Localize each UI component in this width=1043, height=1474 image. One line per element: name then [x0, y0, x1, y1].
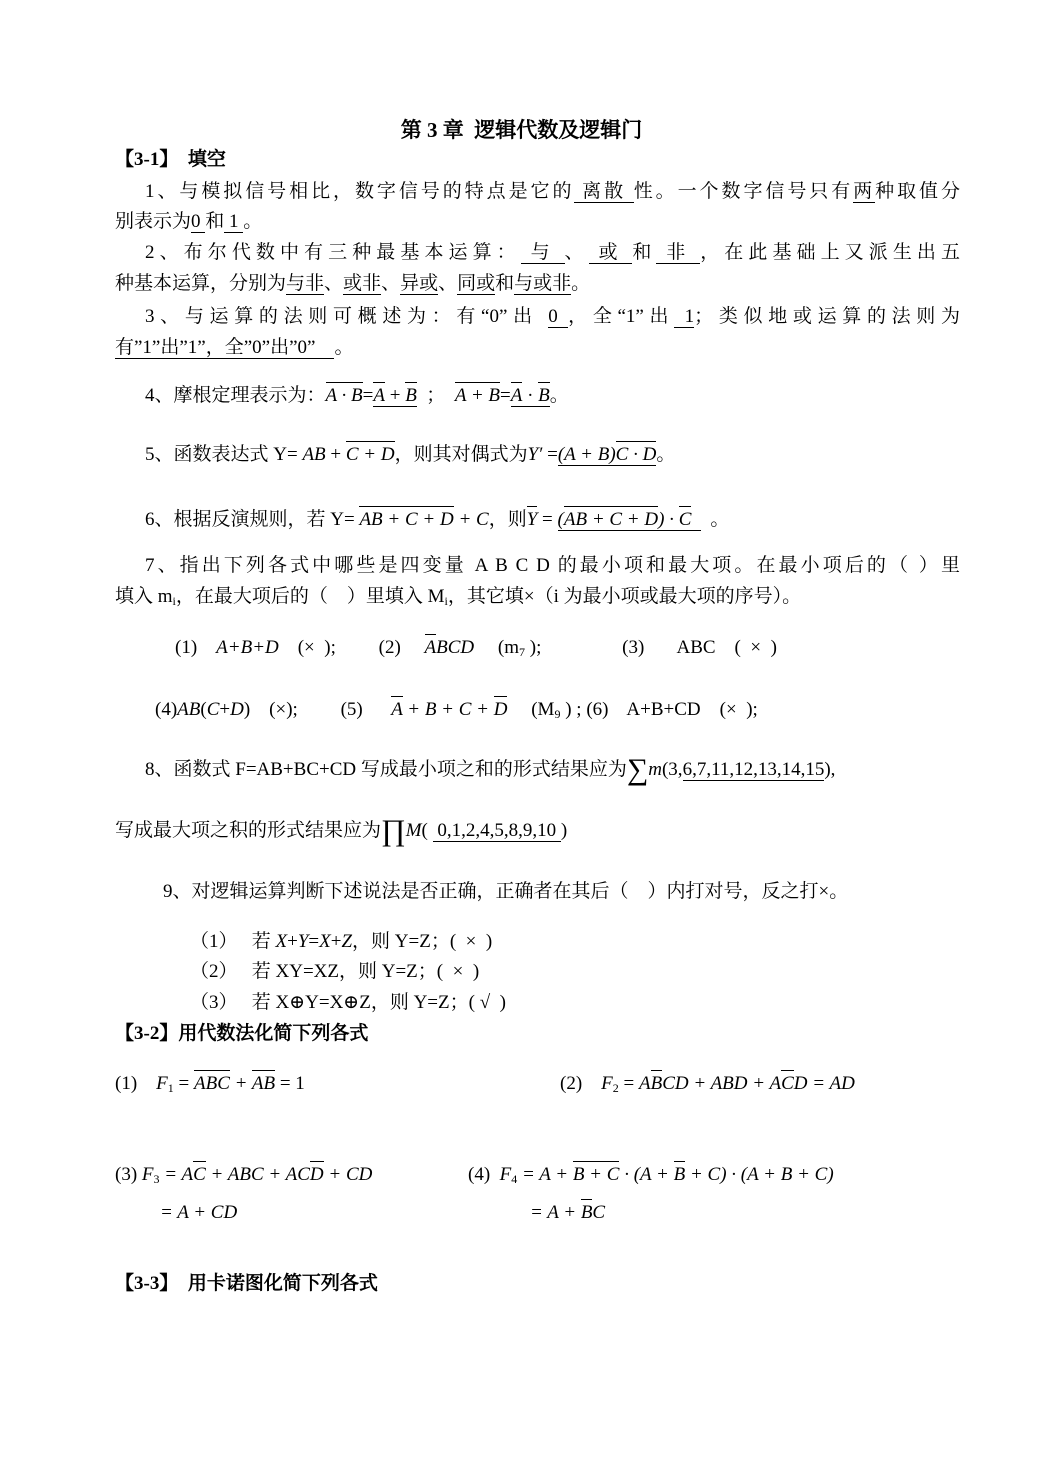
overlined-expression: B: [405, 382, 417, 406]
text-run: ，则: [488, 509, 527, 530]
text-run: 、: [564, 242, 589, 263]
text-run: 。: [700, 509, 730, 530]
math-run: AB: [302, 444, 326, 465]
answer-blank: 有”1”出”1”，全”0”出”0”: [115, 337, 335, 358]
answer-blank: [558, 444, 657, 466]
text-run: 5、函数表达式 Y=: [145, 444, 303, 465]
chapter-title: 第 3 章 逻辑代数及逻辑门: [400, 118, 643, 142]
overlined-expression: B: [263, 1070, 275, 1094]
answer-blank: 与或非: [514, 273, 572, 294]
math-run: + C + D: [587, 509, 659, 530]
text-run: 别表示为: [115, 211, 192, 232]
question-line: [175, 635, 777, 665]
question-line: [115, 814, 568, 847]
text-run: 、: [381, 273, 401, 294]
text-run: (M: [507, 699, 555, 720]
text-run: (: [421, 820, 433, 841]
math-run: X: [319, 931, 331, 952]
answer-blank: 非: [656, 242, 701, 263]
overlined-expression: B: [371, 506, 383, 530]
text-run: 3、与运算的法则可概述为：有“0”出: [145, 306, 549, 327]
text-run: (2): [560, 1073, 602, 1094]
math-run: A: [251, 1073, 264, 1094]
question-line: [190, 959, 479, 985]
math-run: ) ·: [658, 509, 679, 530]
math-run: · (A +: [619, 1164, 674, 1185]
overlined-expression: [326, 382, 363, 406]
text-run: [691, 509, 701, 530]
section-heading: [115, 1271, 378, 1297]
overlined-expression: [573, 1161, 620, 1185]
overlined-expression: B: [651, 1070, 663, 1094]
math-run: + B + C +: [402, 699, 494, 720]
overlined-expression: B: [575, 506, 587, 530]
overlined-expression: B: [674, 1161, 686, 1185]
section-heading: [115, 147, 226, 173]
math-run: 4: [511, 1172, 518, 1186]
text-run: ): [560, 820, 568, 841]
math-run: F: [156, 1073, 168, 1094]
text-run: 【3-1】 填空: [115, 149, 226, 170]
overlined-expression: A: [425, 634, 437, 658]
text-run: 。: [549, 385, 569, 406]
answer-blank: 与非: [286, 273, 325, 294]
text-run: (1): [175, 637, 217, 658]
text-run: =: [542, 444, 558, 465]
math-run: B +: [572, 1164, 607, 1185]
math-run: F: [499, 1164, 512, 1185]
text-run: 1、与模拟信号相比，数字信号的特点是它的: [145, 181, 575, 202]
text-run: 性。一个数字信号只有: [633, 181, 854, 202]
question-line: [163, 879, 848, 905]
answer-blank: 异或: [400, 273, 439, 294]
text-run: 和: [495, 273, 515, 294]
question-line: [115, 271, 590, 297]
text-run: ),: [824, 759, 836, 780]
text-run: =: [500, 385, 511, 406]
math-run: A: [638, 1073, 651, 1094]
text-run: ) ; (6) A+B+CD (× );: [560, 699, 758, 720]
answer-blank: 两: [853, 181, 876, 202]
math-run: Z: [341, 931, 353, 952]
math-run: + C) · (A + B + C): [685, 1164, 834, 1185]
math-run: 9: [554, 707, 561, 721]
text-run: =: [537, 509, 558, 530]
question-line: [190, 990, 506, 1016]
text-run: 9、对逻辑运算判断下述说法是否正确，正确者在其后（ ）内打对号，反之打×。: [163, 881, 849, 902]
math-run: + C + D: [382, 509, 454, 530]
overlined-expression: C: [679, 506, 692, 530]
math-run: C: [206, 699, 220, 720]
text-run: +: [219, 699, 231, 720]
question-line: [115, 1162, 372, 1192]
text-run: 。: [243, 211, 263, 232]
overlined-expression: [564, 506, 658, 530]
text-run: +: [287, 931, 298, 952]
text-run: (3): [115, 1164, 142, 1185]
math-run: (: [557, 509, 564, 530]
text-run: +: [330, 931, 342, 952]
question-line: [468, 1162, 834, 1192]
math-run: A: [563, 509, 576, 530]
text-run: ，其它填×（i 为最小项或最大项的序号）。: [447, 586, 802, 607]
text-run: 8、函数式 F=AB+BC+CD 写成最小项之和的形式结果应为: [145, 759, 627, 780]
text-run: (4): [155, 699, 178, 720]
math-run: 1: [167, 1081, 174, 1095]
answer-blank: [558, 509, 701, 531]
question-line: [530, 1200, 605, 1226]
math-run: Y: [297, 931, 309, 952]
overlined-expression: D: [494, 696, 508, 720]
question-line: [190, 929, 492, 955]
question-line: [115, 1071, 305, 1101]
question-line: [145, 507, 729, 533]
question-line: [115, 335, 353, 361]
math-run: ·: [522, 385, 539, 406]
text-run: ，在此基础上又派生出五: [700, 242, 960, 263]
text-run: 。: [656, 444, 676, 465]
text-run: (× ); (2): [278, 637, 425, 658]
overlined-expression: C: [607, 1161, 620, 1185]
math-run: i: [172, 594, 176, 608]
answer-blank: 或: [588, 242, 633, 263]
math-run: M: [405, 820, 422, 841]
math-run: ∏: [381, 814, 406, 847]
math-run: CD + ABD + A: [662, 1073, 782, 1094]
question-line: [115, 209, 262, 235]
overlined-expression: [194, 1070, 230, 1094]
text-run: 【3-2】用代数法化简下列各式: [115, 1023, 369, 1044]
text-run: ；类似地或运算的法则为: [694, 306, 960, 327]
math-run: + C: [453, 509, 489, 530]
answer-blank: 或非: [343, 273, 382, 294]
text-run: (4): [468, 1164, 500, 1185]
math-run: + CD: [323, 1164, 373, 1185]
answer-blank: 0,1,2,4,5,8,9,10: [432, 820, 561, 841]
math-run: A + B: [454, 385, 501, 406]
question-line: [145, 179, 960, 205]
math-run: +: [229, 1073, 252, 1094]
math-run: + ABC + AC: [205, 1164, 310, 1185]
math-run: = 1: [275, 1073, 305, 1094]
answer-blank: 0: [191, 211, 206, 232]
answer-blank: 1: [674, 306, 695, 327]
math-run: F: [141, 1164, 154, 1185]
overlined-expression: A: [373, 382, 385, 406]
answer-blank: [511, 385, 550, 407]
overlined-expression: A: [391, 696, 402, 720]
text-run: 种取值分: [875, 181, 960, 202]
math-run: = A +: [517, 1164, 573, 1185]
question-line: [145, 553, 960, 579]
text-run: ，则其对偶式为: [394, 444, 528, 465]
math-run: X: [275, 931, 288, 952]
question-line: [160, 1200, 237, 1226]
text-run: (: [200, 699, 207, 720]
overlined-expression: A: [511, 382, 523, 406]
text-run: 6、根据反演规则，若 Y=: [145, 509, 360, 530]
math-run: D: [230, 699, 244, 720]
overlined-expression: B: [538, 382, 550, 406]
text-run: 、: [438, 273, 458, 294]
question-line: [115, 584, 801, 614]
overlined-expression: [252, 1070, 275, 1094]
math-run: +: [384, 385, 406, 406]
text-run: （1） 若: [190, 931, 276, 952]
text-run: +: [325, 444, 346, 465]
math-run: i: [444, 594, 448, 608]
text-run: 4、摩根定理表示为：: [145, 385, 326, 406]
answer-blank: 同或: [457, 273, 496, 294]
text-run: 。: [571, 273, 591, 294]
math-run: = A + CD: [160, 1202, 238, 1223]
answer-blank: 与: [520, 242, 565, 263]
overlined-expression: [455, 382, 500, 406]
question-line: [145, 240, 960, 266]
math-run: BCD: [436, 637, 475, 658]
question-line: [155, 697, 758, 727]
overlined-expression: A: [194, 1070, 206, 1094]
text-run: =: [362, 385, 374, 406]
math-run: AB: [177, 699, 201, 720]
math-run: m: [648, 759, 662, 780]
overlined-expression: D: [310, 1161, 324, 1185]
math-run: D = AD: [793, 1073, 855, 1094]
text-run: 和: [205, 211, 225, 232]
text-run: 。: [334, 337, 354, 358]
answer-blank: 1: [224, 211, 244, 232]
overlined-expression: Y: [527, 506, 538, 530]
text-run: ；: [416, 385, 455, 406]
question-line: [560, 1071, 855, 1101]
math-run: = A +: [530, 1202, 581, 1223]
overlined-expression: B: [581, 1199, 593, 1223]
text-run: =: [618, 1073, 639, 1094]
question-line: [145, 753, 836, 786]
math-run: ∑: [626, 753, 649, 786]
overlined-expression: [359, 506, 382, 530]
math-run: 3: [153, 1172, 160, 1186]
text-run: 2、布尔代数中有三种最基本运算：: [145, 242, 521, 263]
text-run: 种基本运算，分别为: [115, 273, 287, 294]
overlined-expression: C · D: [616, 441, 657, 465]
math-run: 2: [612, 1081, 619, 1095]
text-run: 7、指出下列各式中哪些是四变量 A B C D 的最小项和最大项。在最小项后的（ ）里: [145, 555, 960, 576]
text-run: =: [173, 1073, 194, 1094]
math-run: A+B+D: [216, 637, 279, 658]
text-run: ，则 Y=Z；( × ): [352, 931, 493, 952]
text-run: （2） 若 XY=XZ，则 Y=Z；( × ): [190, 961, 480, 982]
text-run: ); (3) ABC ( × ): [525, 637, 777, 658]
text-run: 填入 m: [115, 586, 173, 607]
question-line: [145, 304, 960, 330]
text-run: (3,: [661, 759, 683, 780]
answer-blank: [373, 385, 416, 407]
overlined-expression: C: [193, 1161, 206, 1185]
answer-blank: 6,7,11,12,13,14,15: [682, 759, 825, 780]
answer-blank: 0: [548, 306, 569, 327]
math-run: C: [592, 1202, 606, 1223]
text-run: =: [308, 931, 320, 952]
math-run: Y′: [527, 444, 543, 465]
math-run: A · B: [325, 385, 363, 406]
question-line: [145, 442, 675, 468]
text-run: ，在最大项后的（ ）里填入 M: [175, 586, 445, 607]
text-run: ) (×); (5): [243, 699, 392, 720]
overlined-expression: C: [781, 1070, 794, 1094]
math-run: = A: [159, 1164, 194, 1185]
text-run: 、: [324, 273, 344, 294]
section-heading: [115, 1021, 368, 1047]
text-run: (1): [115, 1073, 157, 1094]
math-run: F: [601, 1073, 613, 1094]
text-run: （3） 若 X⊕Y=X⊕Z，则 Y=Z；( √ ): [190, 992, 506, 1013]
math-run: A: [359, 509, 372, 530]
answer-blank: 离散: [574, 181, 634, 202]
math-run: BC: [205, 1073, 230, 1094]
text-run: (m: [474, 637, 520, 658]
text-run: 和: [632, 242, 657, 263]
overlined-expression: [359, 506, 453, 530]
question-line: [145, 383, 569, 409]
text-run: ，全“1”出: [568, 306, 675, 327]
math-run: 7: [519, 645, 526, 659]
math-run: (A + B): [557, 444, 616, 465]
text-run: 【3-3】 用卡诺图化简下列各式: [115, 1273, 378, 1294]
overlined-expression: C + D: [346, 441, 395, 465]
text-run: 写成最大项之积的形式结果应为: [115, 820, 382, 841]
